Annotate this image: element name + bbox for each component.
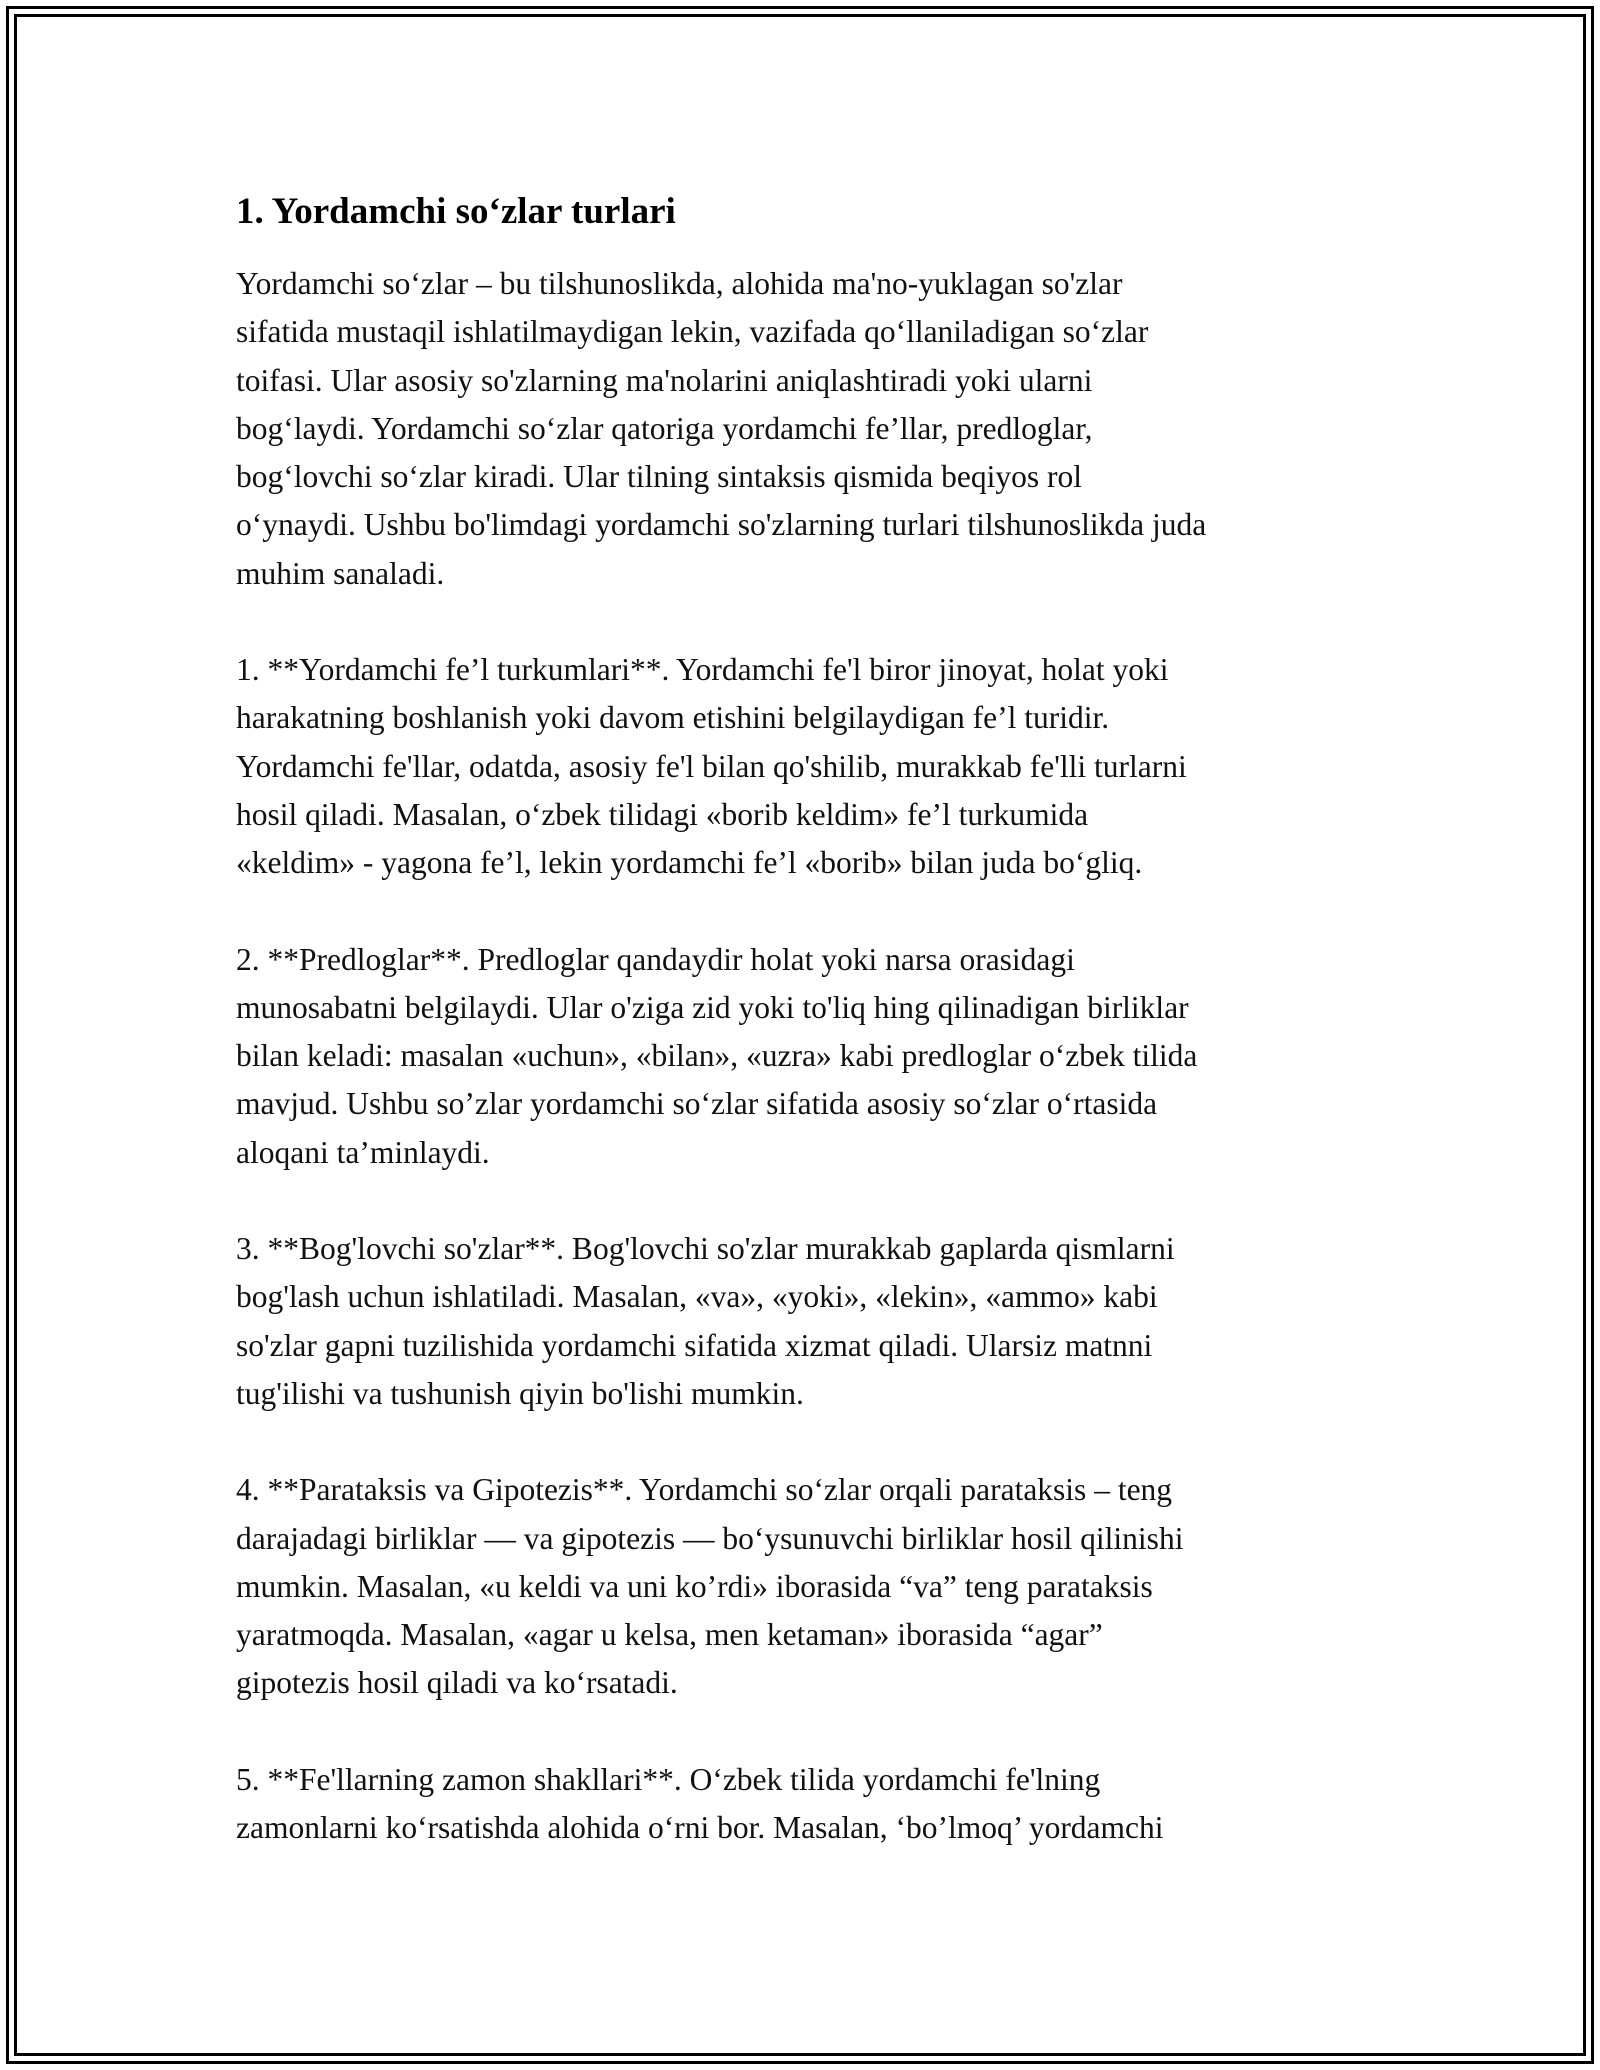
paragraph-auxiliary-verbs: 1. **Yordamchi fe’l turkumlari**. Yordamchi fe'l biror jinoyat, holat yoki harakatning boshlanish yoki davom etishini belgilaydigan fe’l turidir. Yordamchi fe'llar, odatda, asosiy fe'l bilan qo'shilib, murakkab fe'lli turlarni hosil qiladi. Masalan, o‘zbek tilidagi «borib keldim» fe’l turkumida «keldim» - yagona fe’l, lekin yordamchi fe’l «borib» bilan juda bo‘gliq. [236, 652, 1187, 881]
paragraph-parataxis-hypotaxis: 4. **Parataksis va Gipotezis**. Yordamchi so‘zlar orqali parataksis – teng darajadagi birliklar — va gipotezis — bo‘ysunuvchi birliklar hosil qilinishi mumkin. Masalan, «u keldi va uni ko’rdi» iborasida “va” teng parataksis yaratmoqda. Masalan, «agar u kelsa, men ketaman» iborasida “agar” gipotezis hosil qiladi va ko‘rsatadi. [236, 1472, 1184, 1701]
intro-paragraph: Yordamchi so‘zlar – bu tilshunoslikda, alohida ma'no-yuklagan so'zlar sifatida mustaqil ishlatilmaydigan lekin, vazifada qo‘llaniladigan so‘zlar toifasi. Ular asosiy so'zlarning ma'nolarini aniqlashtiradi yoki ularni bog‘laydi. Yordamchi so‘zlar qatoriga yordamchi fe’llar, predloglar, bog‘lovchi so‘zlar kiradi. Ular tilning sintaksis qismida beqiyos rol o‘ynaydi. Ushbu bo'limdagi yordamchi so'zlarning turlari tilshunoslikda juda muhim sanaladi. [236, 266, 1207, 591]
section-heading: 1. Yordamchi so‘zlar turlari [236, 191, 676, 232]
paragraph-conjunctions: 3. **Bog'lovchi so'zlar**. Bog'lovchi so'zlar murakkab gaplarda qismlarni bog'lash uchun ishlatiladi. Masalan, «va», «yoki», «lekin», «ammo» kabi so'zlar gapni tuzilishida yordamchi sifatida xizmat qiladi. Ularsiz matnni tug'ilishi va tushunish qiyin bo'lishi mumkin. [236, 1231, 1175, 1411]
document-page [236, 186, 1376, 1852]
paragraph-verb-tenses: 5. **Fe'llarning zamon shakllari**. O‘zbek tilida yordamchi fe'lning zamonlarni ko‘rsatishda alohida o‘rni bor. Masalan, ‘bo’lmoq’ yordamchi [236, 1761, 1164, 1846]
paragraph-prepositions: 2. **Predloglar**. Predloglar qandaydir holat yoki narsa orasidagi munosabatni belgilaydi. Ular o'ziga zid yoki to'liq hing qilinadigan birliklar bilan keladi: masalan «uchun», «bilan», «uzra» kabi predloglar o‘zbek tilida mavjud. Ushbu so’zlar yordamchi so‘zlar sifatida asosiy so‘zlar o‘rtasida aloqani ta’minlaydi. [236, 941, 1198, 1170]
